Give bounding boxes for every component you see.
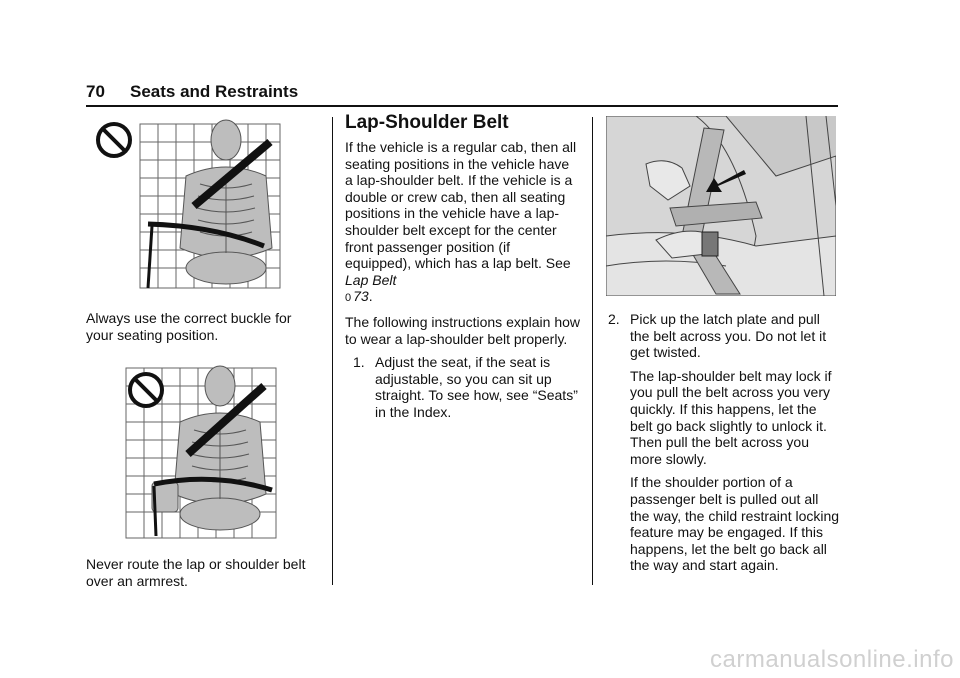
step-2: 2. Pick up the latch plate and pull the belt across you. Do not let it get twisted. [608, 311, 827, 361]
middle-column-body [345, 139, 580, 428]
right-column-body [608, 311, 840, 581]
buckle-caption: Always use the correct buckle for your seating position. [86, 310, 292, 343]
armrest-illustration [124, 364, 280, 540]
section-title: Seats and Restraints [130, 82, 299, 101]
buckle-illustration [94, 118, 286, 292]
intro-paragraph: If the vehicle is a regular cab, then all seating positions in the vehicle have a lap-shoulder belt. If the vehicle is a double or crew cab, then all seating positions in the vehicle have a lap-shoulder belt except for the center front passenger position (if equipped), which has a lap belt. See Lap Belt 0 73. [345, 139, 577, 305]
page-ref-icon: 0 [345, 292, 352, 305]
step-1: 1. Adjust the seat, if the seat is adjustable, so you can sit up straight. To see how, see “Seats” in the Index. [353, 354, 578, 420]
armrest-caption: Never route the lap or shoulder belt over an armrest. [86, 556, 306, 589]
section-heading: Lap-Shoulder Belt [345, 112, 509, 133]
latch-plate-illustration [606, 116, 836, 296]
instructions-paragraph: The following instructions explain how to wear a lap-shoulder belt properly. [345, 313, 581, 347]
lap-belt-link[interactable]: Lap Belt [345, 271, 397, 288]
page-ref-number[interactable]: 73 [353, 288, 369, 305]
column-divider-left [332, 117, 333, 585]
page-number: 70 [86, 82, 105, 101]
step-2-child-restraint-note: If the shoulder portion of a passenger belt is pulled out all the way, the child restraint locking feature may be engaged. If this happens, let the belt go back all the way and start again. [630, 474, 840, 574]
page-header [86, 82, 298, 102]
column-divider-right [592, 117, 593, 585]
watermark: carmanualsonline.info [710, 646, 954, 673]
header-rule [86, 105, 838, 107]
step-2-lock-note: The lap-shoulder belt may lock if you pull the belt across you very quickly. If this happens, let the belt go back slightly to unlock it. Then pull the belt across you more slowly. [630, 367, 832, 467]
